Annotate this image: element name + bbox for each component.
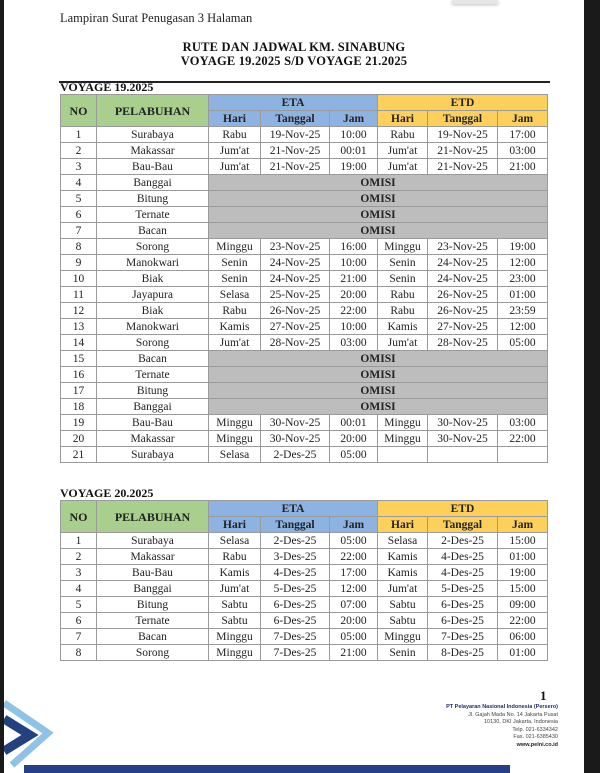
etd-hari-cell: Jum'at — [378, 335, 428, 351]
row-number: 7 — [61, 629, 97, 645]
port-name: Surabaya — [97, 447, 209, 463]
etd-hari-cell: Selasa — [378, 533, 428, 549]
company-name: PT Pelayaran Nasional Indonesia (Persero) — [446, 704, 558, 710]
etd-jam-cell: 15:00 — [498, 533, 548, 549]
eta-tanggal-cell: 2-Des-25 — [261, 447, 330, 463]
eta-hari-cell: Rabu — [209, 549, 261, 565]
etd-hari-cell: Jum'at — [378, 143, 428, 159]
voyage-19-label: VOYAGE 19.2025 — [60, 80, 154, 94]
col-header-etd-jam: Jam — [498, 517, 548, 533]
row-number: 10 — [61, 271, 97, 287]
col-header-eta-jam: Jam — [330, 111, 378, 127]
etd-jam-cell: 21:00 — [498, 159, 548, 175]
eta-jam-cell: 12:00 — [330, 581, 378, 597]
row-number: 3 — [61, 565, 97, 581]
etd-hari-cell: Kamis — [378, 549, 428, 565]
row-number: 3 — [61, 159, 97, 175]
eta-jam-cell: 05:00 — [330, 533, 378, 549]
port-name: Makassar — [97, 431, 209, 447]
eta-jam-cell: 10:00 — [330, 255, 378, 271]
header-row — [61, 95, 548, 111]
port-name: Bau-Bau — [97, 565, 209, 581]
etd-jam-cell: 19:00 — [498, 565, 548, 581]
etd-tanggal-cell: 24-Nov-25 — [428, 271, 498, 287]
table-row — [61, 645, 548, 661]
table-row — [61, 303, 548, 319]
omission-cell: OMISI — [209, 207, 548, 223]
omission-cell: OMISI — [209, 367, 548, 383]
etd-hari-cell: Rabu — [378, 287, 428, 303]
eta-jam-cell: 20:00 — [330, 431, 378, 447]
eta-hari-cell: Jum'at — [209, 159, 261, 175]
eta-hari-cell: Jum'at — [209, 581, 261, 597]
eta-hari-cell: Selasa — [209, 447, 261, 463]
etd-tanggal-cell: 5-Des-25 — [428, 581, 498, 597]
eta-tanggal-cell: 5-Des-25 — [261, 581, 330, 597]
eta-tanggal-cell: 6-Des-25 — [261, 613, 330, 629]
col-header-eta-tanggal: Tanggal — [261, 111, 330, 127]
etd-tanggal-cell: 6-Des-25 — [428, 597, 498, 613]
row-number: 4 — [61, 175, 97, 191]
col-header-port: PELABUHAN — [97, 501, 209, 533]
row-number: 5 — [61, 191, 97, 207]
row-number: 2 — [61, 143, 97, 159]
etd-tanggal-cell: 21-Nov-25 — [428, 159, 498, 175]
table-row — [61, 287, 548, 303]
col-header-etd-tanggal: Tanggal — [428, 517, 498, 533]
eta-tanggal-cell: 26-Nov-25 — [261, 303, 330, 319]
table-row — [61, 549, 548, 565]
eta-jam-cell: 10:00 — [330, 319, 378, 335]
eta-hari-cell: Selasa — [209, 533, 261, 549]
row-number: 8 — [61, 645, 97, 661]
port-name: Bacan — [97, 223, 209, 239]
eta-hari-cell: Senin — [209, 255, 261, 271]
port-name: Jayapura — [97, 287, 209, 303]
port-name: Manokwari — [97, 255, 209, 271]
omission-cell: OMISI — [209, 191, 548, 207]
eta-tanggal-cell: 30-Nov-25 — [261, 415, 330, 431]
etd-jam-cell: 19:00 — [498, 239, 548, 255]
col-header-etd-hari: Hari — [378, 111, 428, 127]
table-row — [61, 207, 548, 223]
row-number: 9 — [61, 255, 97, 271]
etd-tanggal-cell: 27-Nov-25 — [428, 319, 498, 335]
omission-cell: OMISI — [209, 351, 548, 367]
document-title: RUTE DAN JADWAL KM. SINABUNG — [182, 40, 406, 54]
row-number: 2 — [61, 549, 97, 565]
etd-hari-cell: Minggu — [378, 431, 428, 447]
table-row — [61, 319, 548, 335]
voyage-19-schedule-table — [60, 94, 548, 463]
eta-hari-cell: Selasa — [209, 287, 261, 303]
etd-tanggal-cell: 30-Nov-25 — [428, 431, 498, 447]
table-row — [61, 191, 548, 207]
company-phone: Telp. 021-6334342 — [512, 726, 558, 733]
eta-tanggal-cell: 4-Des-25 — [261, 565, 330, 581]
table-row — [61, 255, 548, 271]
company-footer — [446, 704, 558, 749]
col-header-eta-hari: Hari — [209, 111, 261, 127]
row-number: 4 — [61, 581, 97, 597]
etd-jam-cell: 03:00 — [498, 415, 548, 431]
port-name: Banggai — [97, 175, 209, 191]
eta-hari-cell: Jum'at — [209, 143, 261, 159]
table-row — [61, 597, 548, 613]
etd-hari-cell: Rabu — [378, 303, 428, 319]
eta-tanggal-cell: 7-Des-25 — [261, 645, 330, 661]
table-row — [61, 127, 548, 143]
col-header-port: PELABUHAN — [97, 95, 209, 127]
document-page — [4, 0, 584, 773]
row-number: 14 — [61, 335, 97, 351]
etd-tanggal-cell: 7-Des-25 — [428, 629, 498, 645]
table-row — [61, 565, 548, 581]
row-number: 1 — [61, 533, 97, 549]
etd-hari-cell: Senin — [378, 645, 428, 661]
port-name: Makassar — [97, 549, 209, 565]
port-name: Surabaya — [97, 533, 209, 549]
eta-hari-cell: Sabtu — [209, 613, 261, 629]
eta-tanggal-cell: 19-Nov-25 — [261, 127, 330, 143]
table-row — [61, 159, 548, 175]
etd-tanggal-cell: 6-Des-25 — [428, 613, 498, 629]
omission-cell: OMISI — [209, 223, 548, 239]
row-number: 5 — [61, 597, 97, 613]
eta-hari-cell: Kamis — [209, 319, 261, 335]
etd-tanggal-cell: 28-Nov-25 — [428, 335, 498, 351]
port-name: Makassar — [97, 143, 209, 159]
etd-hari-cell: Senin — [378, 255, 428, 271]
etd-hari-cell: Rabu — [378, 127, 428, 143]
etd-hari-cell: Kamis — [378, 319, 428, 335]
eta-jam-cell: 16:00 — [330, 239, 378, 255]
table-row — [61, 613, 548, 629]
etd-jam-cell: 09:00 — [498, 597, 548, 613]
eta-tanggal-cell: 28-Nov-25 — [261, 335, 330, 351]
table-row — [61, 431, 548, 447]
col-header-etd-hari: Hari — [378, 517, 428, 533]
etd-jam-cell: 12:00 — [498, 255, 548, 271]
document-subtitle: VOYAGE 19.2025 S/D VOYAGE 21.2025 — [180, 54, 408, 68]
row-number: 6 — [61, 207, 97, 223]
omission-cell: OMISI — [209, 383, 548, 399]
eta-jam-cell: 00:01 — [330, 415, 378, 431]
eta-hari-cell: Senin — [209, 271, 261, 287]
eta-hari-cell: Minggu — [209, 431, 261, 447]
omission-cell: OMISI — [209, 175, 548, 191]
etd-hari-cell: Jum'at — [378, 581, 428, 597]
eta-jam-cell: 10:00 — [330, 127, 378, 143]
eta-jam-cell: 00:01 — [330, 143, 378, 159]
etd-tanggal-cell — [428, 447, 498, 463]
etd-jam-cell: 23:59 — [498, 303, 548, 319]
eta-jam-cell: 05:00 — [330, 629, 378, 645]
voyage-20-label: VOYAGE 20.2025 — [60, 486, 154, 500]
row-number: 16 — [61, 367, 97, 383]
pelni-chevron-logo-icon — [4, 695, 64, 773]
etd-tanggal-cell: 21-Nov-25 — [428, 143, 498, 159]
company-address-line2: 10130, DKI Jakarta, Indonesia — [484, 719, 558, 725]
col-header-etd-tanggal: Tanggal — [428, 111, 498, 127]
etd-jam-cell: 05:00 — [498, 335, 548, 351]
eta-hari-cell: Kamis — [209, 565, 261, 581]
port-name: Sorong — [97, 239, 209, 255]
port-name: Banggai — [97, 399, 209, 415]
port-name: Surabaya — [97, 127, 209, 143]
col-header-etd: ETD — [378, 95, 548, 111]
etd-hari-cell: Minggu — [378, 629, 428, 645]
col-header-eta: ETA — [209, 501, 378, 517]
etd-tanggal-cell: 19-Nov-25 — [428, 127, 498, 143]
etd-tanggal-cell: 23-Nov-25 — [428, 239, 498, 255]
port-name: Sorong — [97, 335, 209, 351]
table-row — [61, 143, 548, 159]
row-number: 21 — [61, 447, 97, 463]
etd-tanggal-cell: 30-Nov-25 — [428, 415, 498, 431]
table-row — [61, 175, 548, 191]
port-name: Biak — [97, 303, 209, 319]
etd-hari-cell — [378, 447, 428, 463]
col-header-no: NO — [61, 501, 97, 533]
eta-jam-cell: 21:00 — [330, 271, 378, 287]
eta-hari-cell: Minggu — [209, 629, 261, 645]
port-name: Ternate — [97, 613, 209, 629]
eta-jam-cell: 07:00 — [330, 597, 378, 613]
row-number: 19 — [61, 415, 97, 431]
eta-tanggal-cell: 24-Nov-25 — [261, 255, 330, 271]
company-address-line1: Jl. Gajah Mada No. 14 Jakarta Pusat — [468, 711, 558, 718]
col-header-etd: ETD — [378, 501, 548, 517]
row-number: 15 — [61, 351, 97, 367]
col-header-eta-tanggal: Tanggal — [261, 517, 330, 533]
etd-jam-cell: 22:00 — [498, 613, 548, 629]
row-number: 18 — [61, 399, 97, 415]
eta-tanggal-cell: 27-Nov-25 — [261, 319, 330, 335]
etd-jam-cell: 03:00 — [498, 143, 548, 159]
port-name: Manokwari — [97, 319, 209, 335]
etd-jam-cell: 22:00 — [498, 431, 548, 447]
row-number: 20 — [61, 431, 97, 447]
etd-jam-cell: 01:00 — [498, 645, 548, 661]
col-header-eta-hari: Hari — [209, 517, 261, 533]
page-number: 1 — [540, 688, 547, 703]
port-name: Ternate — [97, 207, 209, 223]
eta-jam-cell: 03:00 — [330, 335, 378, 351]
port-name: Ternate — [97, 367, 209, 383]
eta-tanggal-cell: 21-Nov-25 — [261, 159, 330, 175]
eta-tanggal-cell: 23-Nov-25 — [261, 239, 330, 255]
etd-hari-cell: Kamis — [378, 565, 428, 581]
table-row — [61, 415, 548, 431]
port-name: Bau-Bau — [97, 159, 209, 175]
table-row — [61, 271, 548, 287]
eta-tanggal-cell: 2-Des-25 — [261, 533, 330, 549]
row-number: 12 — [61, 303, 97, 319]
table-row — [61, 335, 548, 351]
eta-jam-cell: 20:00 — [330, 287, 378, 303]
port-name: Bitung — [97, 383, 209, 399]
eta-jam-cell: 22:00 — [330, 549, 378, 565]
port-name: Bitung — [97, 191, 209, 207]
page-tab-decoration — [452, 0, 498, 4]
eta-tanggal-cell: 25-Nov-25 — [261, 287, 330, 303]
table-row — [61, 533, 548, 549]
etd-hari-cell: Jum'at — [378, 159, 428, 175]
eta-tanggal-cell: 3-Des-25 — [261, 549, 330, 565]
eta-jam-cell: 05:00 — [330, 447, 378, 463]
etd-tanggal-cell: 8-Des-25 — [428, 645, 498, 661]
eta-hari-cell: Rabu — [209, 127, 261, 143]
eta-tanggal-cell: 6-Des-25 — [261, 597, 330, 613]
etd-tanggal-cell: 4-Des-25 — [428, 549, 498, 565]
row-number: 7 — [61, 223, 97, 239]
port-name: Bau-Bau — [97, 415, 209, 431]
port-name: Biak — [97, 271, 209, 287]
eta-tanggal-cell: 21-Nov-25 — [261, 143, 330, 159]
footer-bar — [24, 765, 510, 773]
etd-hari-cell: Minggu — [378, 415, 428, 431]
etd-tanggal-cell: 24-Nov-25 — [428, 255, 498, 271]
voyage-20-schedule-table — [60, 500, 548, 661]
etd-hari-cell: Sabtu — [378, 613, 428, 629]
row-number: 1 — [61, 127, 97, 143]
row-number: 11 — [61, 287, 97, 303]
attachment-note: Lampiran Surat Penugasan 3 Halaman — [60, 11, 253, 25]
company-fax: Fax. 021-6385430 — [513, 734, 558, 740]
table-row — [61, 367, 548, 383]
table-row — [61, 399, 548, 415]
etd-tanggal-cell: 26-Nov-25 — [428, 303, 498, 319]
table-row — [61, 447, 548, 463]
eta-hari-cell: Jum'at — [209, 335, 261, 351]
etd-jam-cell: 17:00 — [498, 127, 548, 143]
table-row — [61, 383, 548, 399]
etd-jam-cell: 06:00 — [498, 629, 548, 645]
col-header-no: NO — [61, 95, 97, 127]
port-name: Sorong — [97, 645, 209, 661]
etd-jam-cell — [498, 447, 548, 463]
etd-jam-cell: 01:00 — [498, 549, 548, 565]
etd-tanggal-cell: 4-Des-25 — [428, 565, 498, 581]
eta-tanggal-cell: 24-Nov-25 — [261, 271, 330, 287]
table-row — [61, 629, 548, 645]
table-row — [61, 351, 548, 367]
table-row — [61, 223, 548, 239]
header-row — [61, 501, 548, 517]
etd-jam-cell: 23:00 — [498, 271, 548, 287]
eta-jam-cell: 21:00 — [330, 645, 378, 661]
eta-jam-cell: 19:00 — [330, 159, 378, 175]
eta-hari-cell: Minggu — [209, 239, 261, 255]
eta-jam-cell: 17:00 — [330, 565, 378, 581]
etd-hari-cell: Minggu — [378, 239, 428, 255]
row-number: 6 — [61, 613, 97, 629]
eta-tanggal-cell: 7-Des-25 — [261, 629, 330, 645]
etd-tanggal-cell: 26-Nov-25 — [428, 287, 498, 303]
eta-jam-cell: 22:00 — [330, 303, 378, 319]
row-number: 13 — [61, 319, 97, 335]
eta-tanggal-cell: 30-Nov-25 — [261, 431, 330, 447]
eta-jam-cell: 20:00 — [330, 613, 378, 629]
port-name: Banggai — [97, 581, 209, 597]
col-header-eta: ETA — [209, 95, 378, 111]
eta-hari-cell: Minggu — [209, 645, 261, 661]
etd-jam-cell: 15:00 — [498, 581, 548, 597]
table-row — [61, 581, 548, 597]
etd-jam-cell: 12:00 — [498, 319, 548, 335]
port-name: Bacan — [97, 351, 209, 367]
company-website: www.pelni.co.id — [516, 741, 558, 748]
table-row — [61, 239, 548, 255]
etd-jam-cell: 01:00 — [498, 287, 548, 303]
eta-hari-cell: Rabu — [209, 303, 261, 319]
col-header-etd-jam: Jam — [498, 111, 548, 127]
eta-hari-cell: Sabtu — [209, 597, 261, 613]
port-name: Bitung — [97, 597, 209, 613]
row-number: 8 — [61, 239, 97, 255]
row-number: 17 — [61, 383, 97, 399]
etd-tanggal-cell: 2-Des-25 — [428, 533, 498, 549]
omission-cell: OMISI — [209, 399, 548, 415]
port-name: Bacan — [97, 629, 209, 645]
eta-hari-cell: Minggu — [209, 415, 261, 431]
etd-hari-cell: Sabtu — [378, 597, 428, 613]
etd-hari-cell: Senin — [378, 271, 428, 287]
col-header-eta-jam: Jam — [330, 517, 378, 533]
